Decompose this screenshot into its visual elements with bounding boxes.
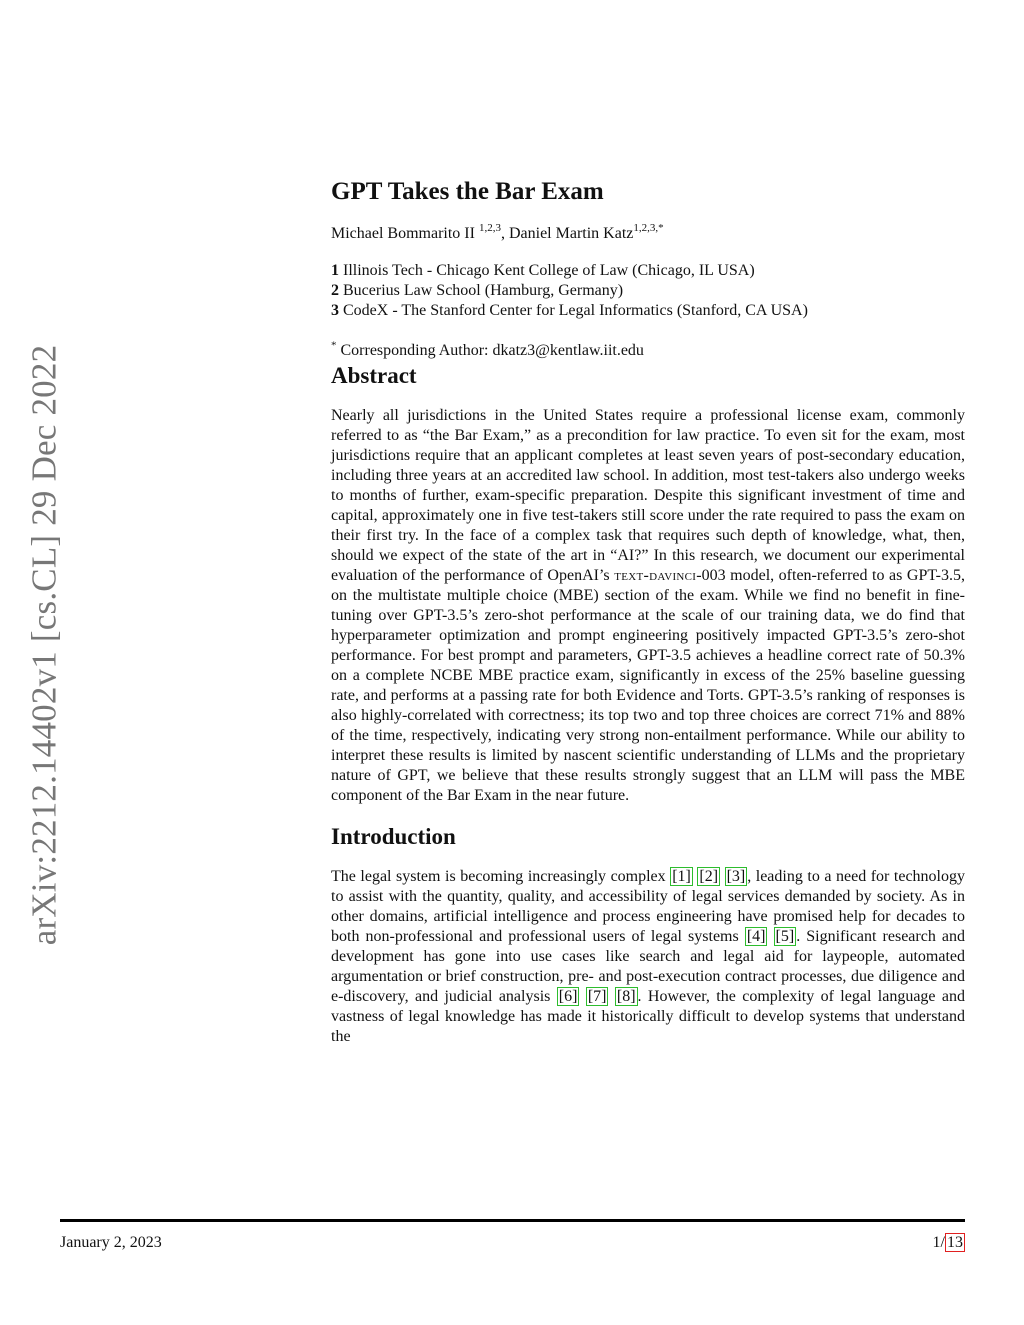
affiliation-list (331, 261, 965, 321)
affiliation-number: 2 (331, 282, 339, 299)
introduction-heading: Introduction (331, 824, 456, 849)
citation-link[interactable]: [7] (587, 988, 607, 1005)
abstract-text-part: Nearly all jurisdictions in the United States require a professional license exam, commonly referred to as “the Bar Exam,” as a precondition for law practice. To even sit for the exam, most jurisdictions require that an applicant completes at least seven years of post-secondary education, including three years at an accredited law school. In addition, most test-takers also undergo weeks to months of further, exam-specific preparation. Despite this significant investment of time and capital, approximately one in five test-takers still score under the rate required to pass the exam on their first try. In the face of a complex task that requires such depth of knowledge, what, then, should we expect of the state of the art in “AI?” In this research, we document our experimental evaluation of the performance of OpenAI’s (331, 407, 965, 584)
introduction-paragraph (331, 867, 965, 1047)
affiliation-text: Bucerius Law School (Hamburg, Germany) (343, 282, 624, 299)
author-line: Michael Bommarito II $^{1,2,3}$, Daniel Martin Katz$^{1,2,3,*}$ (331, 221, 664, 242)
corresponding-mark: * (331, 339, 337, 352)
corresponding-author-note (331, 341, 965, 361)
total-pages-link[interactable]: 13 (947, 1234, 963, 1251)
corresponding-email[interactable]: dkatz3@kentlaw.iit.edu (492, 342, 644, 359)
paper-first-page (331, 176, 965, 1063)
model-name: text-davinci (614, 567, 697, 584)
affiliation-text: CodeX - The Stanford Center for Legal Informatics (Stanford, CA USA) (343, 302, 808, 319)
abstract-paragraph (331, 406, 965, 806)
citation-link[interactable]: [2] (699, 868, 719, 885)
abstract-text-part: -003 model, often-referred to as GPT-3.5, on the multistate multiple choice (MBE) section of the exam. While we find no benefit in fine-tuning over GPT-3.5’s zero-shot performance at the scale of our training data, we do find that hyperparameter optimization and prompt engineering positively impacted GPT-3.5’s zero-shot performance. For best prompt and parameters, GPT-3.5 achieves a headline correct rate of 50.3% on a complete NCBE MBE practice exam, significantly in excess of the 25% baseline guessing rate, and performs at a passing rate for both Evidence and Torts. GPT-3.5’s ranking of responses is also highly-correlated with correctness; its top two and top three choices are correct 71% and 88% of the time, respectively, indicating very strong non-entailment performance. While our ability to interpret these results is limited by nascent scientific understanding of LLMs and the proprietary nature of GPT, we believe that these results strongly suggest that an LLM will pass the MBE component of the Bar Exam in the near future. (331, 567, 966, 804)
abstract-heading: Abstract (331, 363, 417, 388)
citation-link[interactable]: [8] (616, 988, 636, 1005)
citation-link[interactable]: [1] (672, 868, 691, 885)
affiliation-number: 3 (331, 302, 339, 319)
current-page: 1 (932, 1234, 941, 1251)
affiliation-number: 1 (331, 262, 339, 279)
paper-title: GPT Takes the Bar Exam (331, 178, 604, 205)
footer-date: January 2, 2023 (60, 1234, 162, 1251)
intro-text-part: The legal system is becoming increasingly complex (331, 868, 666, 885)
author-affiliation-marks: 1,2,3 (478, 221, 501, 234)
author-name: Daniel Martin Katz (508, 225, 634, 242)
footer-rule (60, 1219, 965, 1222)
intro-text-part: , leading to a need for technology to assist with the quantity, quality, and accessibility of legal services demanded by society. As in other domains, artificial intelligence and process engineering have promised help for decades to both non-professional and professional users of legal systems (331, 868, 965, 945)
affiliation-item (331, 261, 965, 281)
intro-text-part: . However, the complexity of legal language and vastness of legal knowledge has made it historically difficult to develop systems that understand the (331, 988, 966, 1045)
arxiv-identifier-stamp (22, 344, 66, 946)
citation-link[interactable]: [5] (775, 928, 795, 945)
citation-link[interactable]: [3] (726, 868, 746, 885)
corresponding-label: Corresponding Author: (340, 342, 489, 359)
affiliation-item (331, 281, 965, 301)
affiliation-text: Illinois Tech - Chicago Kent College of Law (Chicago, IL USA) (343, 262, 755, 279)
citation-link[interactable]: [4] (746, 928, 766, 945)
affiliation-item (331, 301, 965, 321)
arxiv-id-text: arXiv:2212.14402v1 [cs.CL] 29 Dec 2022 (24, 344, 63, 946)
author-affiliation-marks: 1,2,3,* (633, 221, 664, 234)
citation-link[interactable]: [6] (558, 988, 578, 1005)
author-name: Michael Bommarito II (331, 225, 475, 242)
intro-text-part: . Significant research and development has gone into use cases like search and legal aid for laypeople, automated argumentation or brief construction, pre- and post-execution contract processes, due diligence and e-discovery, and judicial analysis (331, 928, 966, 1005)
page-number: 1/ 13 (932, 1234, 963, 1251)
